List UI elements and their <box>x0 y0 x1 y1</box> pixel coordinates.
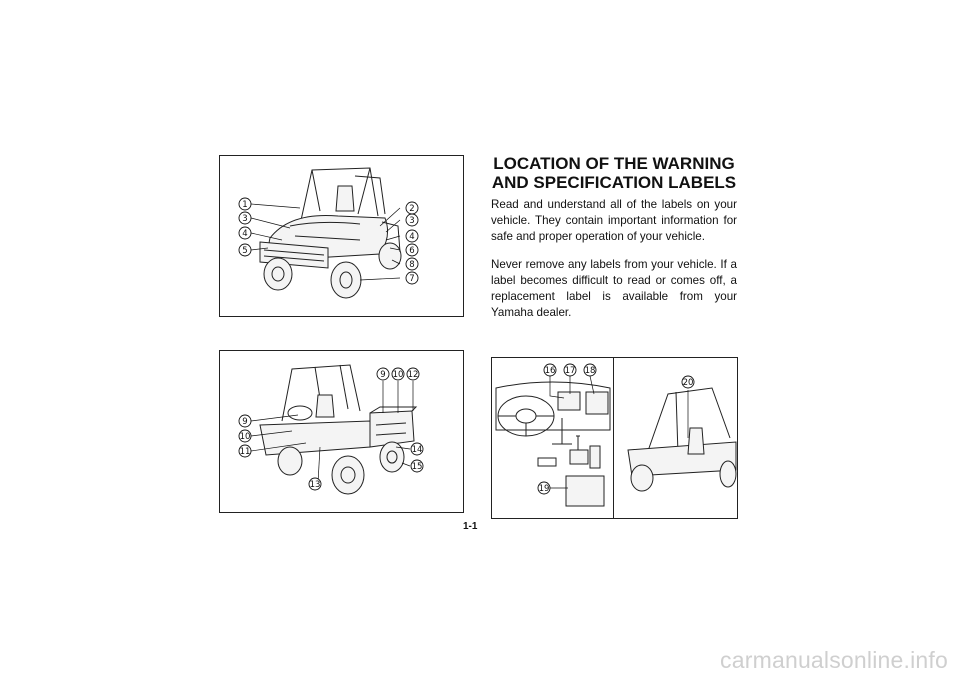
callout-15: 15 <box>411 462 423 472</box>
watermark: carmanualsonline.info <box>720 647 948 673</box>
callout-13: 13 <box>309 480 321 490</box>
callout-11: 11 <box>239 447 251 457</box>
callout-6: 6 <box>409 246 415 256</box>
dashboard-label-diagram <box>491 357 738 519</box>
callout-4-right: 4 <box>409 232 415 242</box>
rear-vehicle-illustration <box>220 351 463 512</box>
callout-16: 16 <box>544 366 556 376</box>
callout-20: 20 <box>682 378 694 388</box>
callout-3-right: 3 <box>409 216 415 226</box>
section-title-line1: LOCATION OF THE WARNING <box>493 154 735 173</box>
callout-14: 14 <box>411 445 423 455</box>
dashboard-illustration <box>492 358 737 518</box>
front-vehicle-illustration <box>220 156 463 316</box>
callout-4: 4 <box>242 229 248 239</box>
section-title <box>491 154 737 192</box>
callout-10-top: 10 <box>392 370 404 380</box>
callout-12: 12 <box>407 370 419 380</box>
callout-2: 2 <box>409 204 415 214</box>
callout-18: 18 <box>584 366 596 376</box>
callout-9: 9 <box>242 417 248 427</box>
callout-3: 3 <box>242 214 248 224</box>
replacement-paragraph: Never remove any labels from your vehicle. If a label becomes difficult to read or comes off, a replacement label is available from your Yamaha dealer. <box>491 258 737 319</box>
callout-17: 17 <box>564 366 576 376</box>
callout-10: 10 <box>239 432 251 442</box>
callout-1: 1 <box>242 200 248 210</box>
section-title-line2: AND SPECIFICATION LABELS <box>491 173 737 192</box>
rear-vehicle-label-diagram <box>219 350 464 513</box>
callout-9-top: 9 <box>380 370 386 380</box>
front-vehicle-label-diagram <box>219 155 464 317</box>
page-number: 1-1 <box>463 521 478 532</box>
callout-5: 5 <box>242 246 248 256</box>
callout-19: 19 <box>538 484 550 494</box>
intro-paragraph: Read and understand all of the labels on your vehicle. They contain important information for safe and proper operation of your vehicle. <box>491 198 737 243</box>
callout-7: 7 <box>409 274 415 284</box>
callout-8: 8 <box>409 260 415 270</box>
